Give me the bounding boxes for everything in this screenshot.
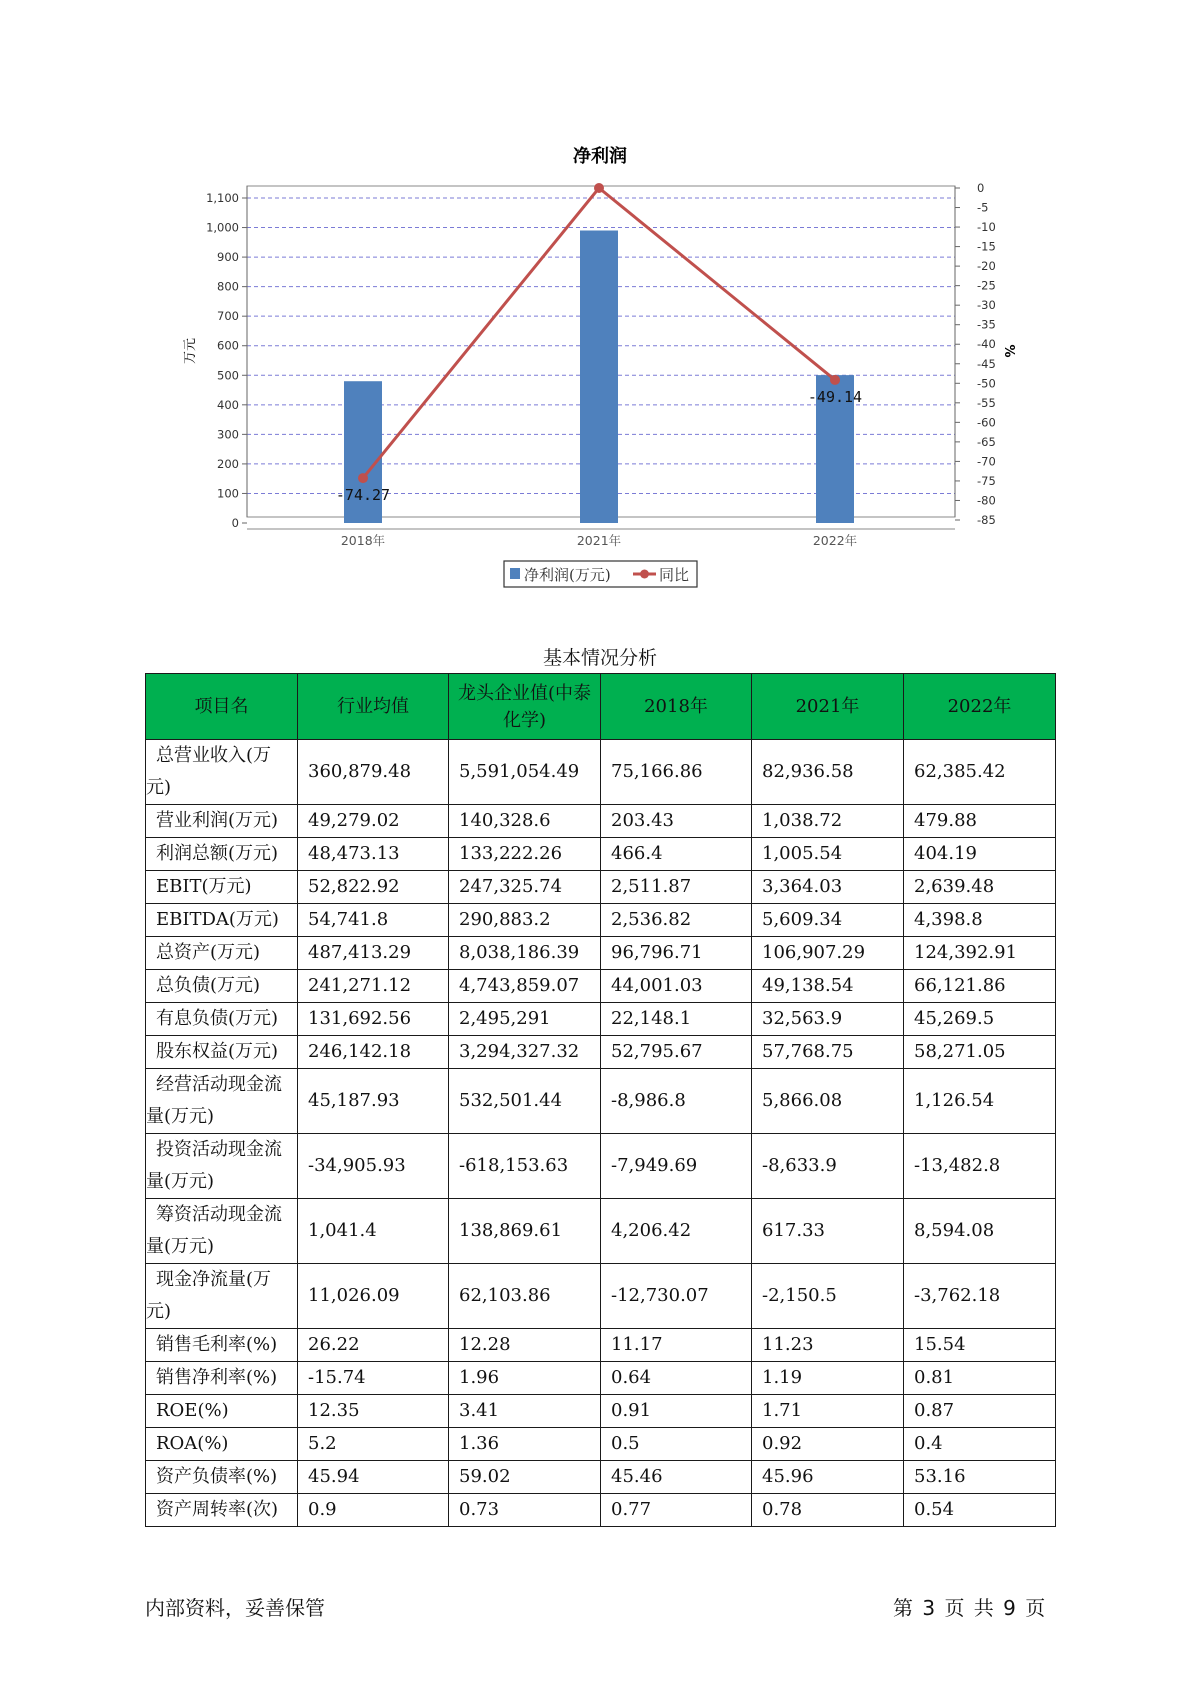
right-tick-label: -30: [977, 298, 996, 313]
right-tick-label: -15: [977, 239, 996, 254]
table-cell: 57,768.75: [752, 1036, 904, 1069]
x-tick-label: 2022年: [812, 533, 858, 548]
table-cell: 45.94: [298, 1461, 449, 1494]
table-cell: 0.5: [601, 1428, 752, 1461]
row-label: [146, 871, 298, 904]
line-point: [358, 473, 368, 483]
table-cell: 3,294,327.32: [449, 1036, 601, 1069]
table-cell: -13,482.8: [904, 1134, 1056, 1199]
table-cell: 11.17: [601, 1329, 752, 1362]
table-cell: 11,026.09: [298, 1264, 449, 1329]
table-cell: 4,398.8: [904, 904, 1056, 937]
header-item-name: 项目名: [146, 674, 298, 740]
table-row: [146, 1461, 1056, 1494]
table-row: [146, 1036, 1056, 1069]
row-label-text: 营业利润(万元): [156, 810, 279, 831]
table-cell: 15.54: [904, 1329, 1056, 1362]
table-cell: 12.28: [449, 1329, 601, 1362]
right-tick-label: -80: [977, 493, 996, 508]
table-cell: 360,879.48: [298, 740, 449, 805]
table-cell: 5,591,054.49: [449, 740, 601, 805]
left-tick-label: 300: [217, 427, 239, 442]
line-data-label: -49.14: [807, 387, 863, 406]
table-cell: 4,743,859.07: [449, 970, 601, 1003]
table-cell: -8,986.8: [601, 1069, 752, 1134]
left-axis: [206, 186, 247, 530]
header-2021: 2021年: [752, 674, 904, 740]
row-label-text: 总负债(万元): [156, 975, 261, 996]
left-tick-label: 900: [217, 250, 239, 265]
table-row: [146, 740, 1056, 805]
table-cell: 2,511.87: [601, 871, 752, 904]
table-row: [146, 904, 1056, 937]
right-tick-label: -10: [977, 220, 996, 235]
row-label: [146, 904, 298, 937]
table-cell: 48,473.13: [298, 838, 449, 871]
left-tick-label: 200: [217, 456, 239, 471]
table-cell: 8,594.08: [904, 1199, 1056, 1264]
row-label: [146, 805, 298, 838]
footer-confidential-note: 内部资料，妥善保管: [145, 1596, 325, 1620]
table-row: [146, 1134, 1056, 1199]
chart-legend: [504, 561, 697, 587]
table-row: [146, 1199, 1056, 1264]
left-tick-label: 100: [217, 486, 239, 501]
row-label-text: ROE(%): [156, 1400, 229, 1421]
row-label: [146, 1199, 298, 1264]
left-tick-label: 400: [217, 397, 239, 412]
table-row: [146, 1395, 1056, 1428]
row-label-text: EBITDA(万元): [156, 909, 279, 930]
left-tick-label: 500: [217, 368, 239, 383]
row-label: [146, 1428, 298, 1461]
row-label: [146, 1362, 298, 1395]
table-cell: 203.43: [601, 805, 752, 838]
row-label: [146, 1264, 298, 1329]
table-cell: 0.92: [752, 1428, 904, 1461]
table-cell: 0.64: [601, 1362, 752, 1395]
row-label-text: 资产负债率(%): [156, 1466, 278, 1487]
table-cell: 2,639.48: [904, 871, 1056, 904]
header-2022: 2022年: [904, 674, 1056, 740]
table-row: [146, 970, 1056, 1003]
row-label-text: 投资活动现金流量(万元): [146, 1139, 282, 1192]
net-profit-chart: [0, 0, 1191, 600]
bar: [580, 231, 618, 524]
table-cell: 59.02: [449, 1461, 601, 1494]
row-label-text: 筹资活动现金流量(万元): [146, 1204, 282, 1257]
table-cell: 52,822.92: [298, 871, 449, 904]
left-tick-label: 1,100: [206, 191, 239, 205]
right-axis: [955, 181, 996, 527]
table-cell: -12,730.07: [601, 1264, 752, 1329]
right-tick-label: -60: [977, 415, 996, 430]
table-cell: 3,364.03: [752, 871, 904, 904]
row-label-text: 有息负债(万元): [156, 1008, 279, 1029]
legend-bar-swatch: [510, 568, 520, 579]
row-label: [146, 1461, 298, 1494]
row-label-text: 股东权益(万元): [156, 1041, 279, 1062]
row-label: [146, 1069, 298, 1134]
line-data-label: -74.27: [335, 486, 391, 505]
table-cell: 246,142.18: [298, 1036, 449, 1069]
table-cell: -8,633.9: [752, 1134, 904, 1199]
table-cell: 26.22: [298, 1329, 449, 1362]
table-cell: -15.74: [298, 1362, 449, 1395]
row-label-text: 资产周转率(次): [156, 1499, 279, 1520]
table-cell: 479.88: [904, 805, 1056, 838]
table-cell: 5,866.08: [752, 1069, 904, 1134]
table-cell: 1.36: [449, 1428, 601, 1461]
right-tick-label: -20: [977, 259, 996, 274]
table-cell: 0.9: [298, 1494, 449, 1527]
table-cell: 45,187.93: [298, 1069, 449, 1134]
row-label: [146, 1036, 298, 1069]
x-tick-label: 2018年: [340, 533, 386, 548]
table-cell: 0.77: [601, 1494, 752, 1527]
table-cell: 11.23: [752, 1329, 904, 1362]
header-2018: 2018年: [601, 674, 752, 740]
x-tick-label: 2021年: [576, 533, 622, 548]
table-cell: 0.87: [904, 1395, 1056, 1428]
footer-page-number: 第 3 页 共 9 页: [893, 1596, 1046, 1620]
left-tick-label: 1,000: [206, 220, 239, 235]
row-label: [146, 1003, 298, 1036]
table-cell: 2,536.82: [601, 904, 752, 937]
table-cell: 241,271.12: [298, 970, 449, 1003]
table-cell: 82,936.58: [752, 740, 904, 805]
table-cell: 49,279.02: [298, 805, 449, 838]
table-cell: 0.78: [752, 1494, 904, 1527]
table-cell: 124,392.91: [904, 937, 1056, 970]
header-leader-value: 龙头企业值(中泰化学): [449, 674, 601, 740]
table-cell: 133,222.26: [449, 838, 601, 871]
right-tick-label: -75: [977, 473, 996, 488]
right-tick-label: -25: [977, 278, 996, 293]
row-label-text: 销售净利率(%): [156, 1367, 278, 1388]
row-label: [146, 740, 298, 805]
right-tick-label: -5: [977, 200, 989, 215]
table-cell: 2,495,291: [449, 1003, 601, 1036]
table-row: [146, 1003, 1056, 1036]
table-cell: 140,328.6: [449, 805, 601, 838]
row-label-text: 总营业收入(万元): [146, 745, 272, 798]
row-label: [146, 970, 298, 1003]
x-axis-labels: [247, 529, 955, 548]
left-tick-label: 700: [217, 309, 239, 324]
table-cell: 0.4: [904, 1428, 1056, 1461]
right-tick-label: 0: [977, 181, 985, 195]
right-tick-label: -55: [977, 395, 996, 410]
table-row: [146, 1264, 1056, 1329]
header-industry-avg: 行业均值: [298, 674, 449, 740]
table-cell: 0.73: [449, 1494, 601, 1527]
line-point: [830, 375, 840, 385]
table-row: [146, 1494, 1056, 1527]
table-cell: 54,741.8: [298, 904, 449, 937]
table-cell: 487,413.29: [298, 937, 449, 970]
table-row: [146, 1069, 1056, 1134]
table-row: [146, 805, 1056, 838]
table-cell: 617.33: [752, 1199, 904, 1264]
table-cell: 0.54: [904, 1494, 1056, 1527]
table-cell: 58,271.05: [904, 1036, 1056, 1069]
table-cell: 1,041.4: [298, 1199, 449, 1264]
table-cell: 53.16: [904, 1461, 1056, 1494]
row-label: [146, 937, 298, 970]
table-cell: 32,563.9: [752, 1003, 904, 1036]
bar-series: [344, 231, 854, 524]
table-cell: 5,609.34: [752, 904, 904, 937]
left-tick-label: 0: [231, 516, 239, 530]
left-axis-label: 万元: [183, 337, 198, 365]
right-tick-label: -35: [977, 317, 996, 332]
row-label-text: 总资产(万元): [156, 942, 261, 963]
table-cell: 96,796.71: [601, 937, 752, 970]
table-cell: 75,166.86: [601, 740, 752, 805]
table-cell: 131,692.56: [298, 1003, 449, 1036]
right-tick-label: -45: [977, 356, 996, 371]
table-cell: 1,038.72: [752, 805, 904, 838]
right-axis-label: %: [1001, 344, 1016, 358]
table-cell: 45.96: [752, 1461, 904, 1494]
table-cell: -3,762.18: [904, 1264, 1056, 1329]
row-label: [146, 1134, 298, 1199]
table-cell: 45,269.5: [904, 1003, 1056, 1036]
table-cell: 290,883.2: [449, 904, 601, 937]
table-cell: 532,501.44: [449, 1069, 601, 1134]
table-cell: 52,795.67: [601, 1036, 752, 1069]
row-label-text: 经营活动现金流量(万元): [146, 1074, 282, 1127]
table-cell: 138,869.61: [449, 1199, 601, 1264]
line-point: [594, 183, 604, 193]
row-label-text: 利润总额(万元): [156, 843, 279, 864]
table-cell: -7,949.69: [601, 1134, 752, 1199]
chart-title: 净利润: [573, 146, 627, 167]
table-row: [146, 838, 1056, 871]
table-cell: -2,150.5: [752, 1264, 904, 1329]
table-cell: 45.46: [601, 1461, 752, 1494]
table-cell: 1.96: [449, 1362, 601, 1395]
table-cell: 4,206.42: [601, 1199, 752, 1264]
table-cell: 8,038,186.39: [449, 937, 601, 970]
table-cell: 44,001.03: [601, 970, 752, 1003]
table-cell: 1.71: [752, 1395, 904, 1428]
table-header-row: [146, 674, 1056, 740]
table-cell: 5.2: [298, 1428, 449, 1461]
right-tick-label: -70: [977, 454, 996, 469]
table-cell: 1.19: [752, 1362, 904, 1395]
table-row: [146, 1329, 1056, 1362]
row-label-text: 销售毛利率(%): [156, 1334, 278, 1355]
table-cell: 404.19: [904, 838, 1056, 871]
row-label-text: 现金净流量(万元): [146, 1269, 272, 1322]
row-label-text: ROA(%): [156, 1433, 229, 1454]
legend-line-label: 同比: [659, 566, 690, 584]
row-label-text: EBIT(万元): [156, 876, 252, 897]
table-cell: 22,148.1: [601, 1003, 752, 1036]
table-cell: 1,126.54: [904, 1069, 1056, 1134]
right-tick-label: -50: [977, 376, 996, 391]
table-cell: 247,325.74: [449, 871, 601, 904]
table-cell: -34,905.93: [298, 1134, 449, 1199]
table-cell: 1,005.54: [752, 838, 904, 871]
legend-line-marker: [640, 570, 649, 579]
table-cell: 106,907.29: [752, 937, 904, 970]
row-label: [146, 1494, 298, 1527]
right-tick-label: -40: [977, 337, 996, 352]
row-label: [146, 1329, 298, 1362]
basic-analysis-table: [145, 673, 1056, 1527]
table-row: [146, 871, 1056, 904]
row-label: [146, 1395, 298, 1428]
left-tick-label: 600: [217, 338, 239, 353]
table-cell: 49,138.54: [752, 970, 904, 1003]
table-cell: 62,103.86: [449, 1264, 601, 1329]
table-cell: 466.4: [601, 838, 752, 871]
table-caption: 基本情况分析: [542, 647, 657, 669]
table-row: [146, 1362, 1056, 1395]
table-body: [146, 740, 1056, 1527]
table-row: [146, 937, 1056, 970]
table-cell: 0.81: [904, 1362, 1056, 1395]
table-cell: -618,153.63: [449, 1134, 601, 1199]
left-tick-label: 800: [217, 279, 239, 294]
legend-bar-label: 净利润(万元): [524, 566, 611, 584]
table-cell: 0.91: [601, 1395, 752, 1428]
right-tick-label: -85: [977, 513, 996, 527]
table-cell: 66,121.86: [904, 970, 1056, 1003]
row-label: [146, 838, 298, 871]
table-row: [146, 1428, 1056, 1461]
table-cell: 3.41: [449, 1395, 601, 1428]
table-cell: 12.35: [298, 1395, 449, 1428]
right-tick-label: -65: [977, 434, 996, 449]
table-cell: 62,385.42: [904, 740, 1056, 805]
